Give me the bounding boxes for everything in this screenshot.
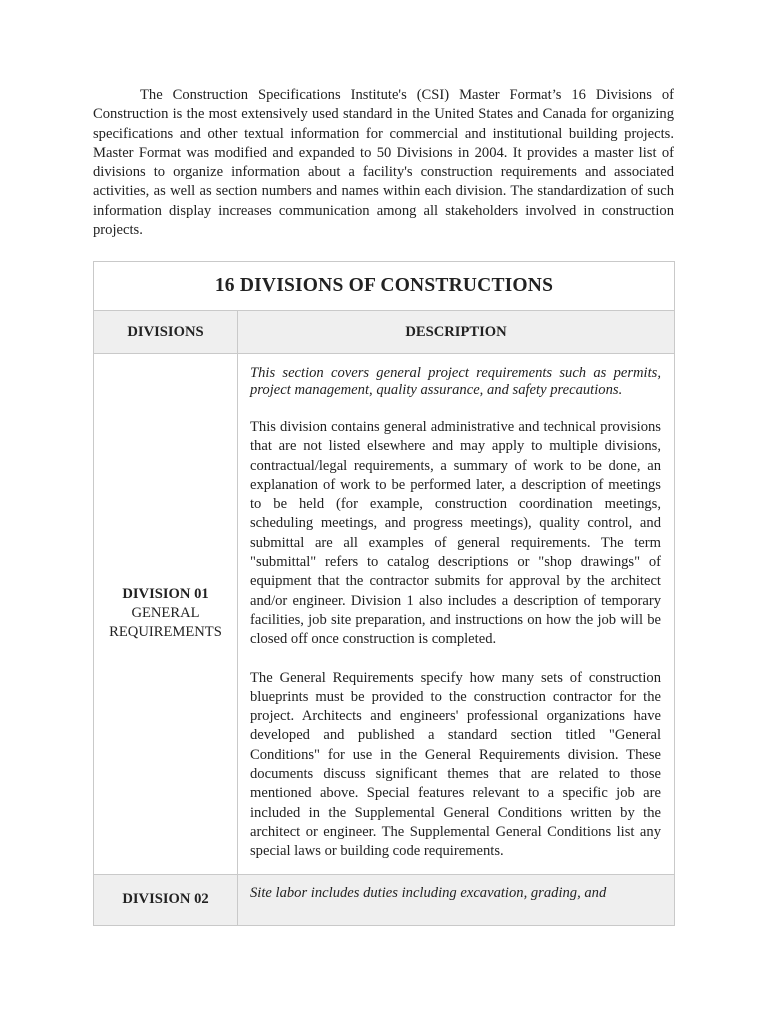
table-row [94,874,675,925]
description-cell [238,354,675,875]
division-cell [94,354,238,875]
table-title: 16 DIVISIONS OF CONSTRUCTIONS [94,262,675,311]
description-cell [238,874,675,925]
divisions-table [93,261,675,926]
division-summary: Site labor includes duties including excavation, grading, and [250,884,607,901]
table-header-row [94,311,675,354]
intro-paragraph: The Construction Specifications Institute's (CSI) Master Format’s 16 Divisions of Construction is the most extensively used standard in the United States and Canada for organizing specifications and other textual information for commercial and institutional building projects. Master Format was modified and expanded to 50 Divisions in 2004. It provides a master list of divisions to organize information about a facility's construction requirements and associated activities, as well as section numbers and names within each division. The standardization of such information display increases communication among all stakeholders involved in construction projects. [93,87,674,239]
table-row [94,354,675,875]
division-summary: This section covers general project requirements such as permits, project management, quality assurance, and safety precautions. [250,365,661,398]
header-divisions: DIVISIONS [94,311,238,354]
division-name-line1: GENERAL [131,605,200,622]
division-number: DIVISION 02 [122,891,209,908]
description-paragraph-2: The General Requirements specify how many sets of construction blueprints must be provided to the construction contractor for the project. Architects and engineers' professional organizations have developed and published a standard section titled "General Conditions" for use in the General Requirements division. These documents discuss significant themes that are related to those mentioned above. Special features relevant to a specific job are included in the Supplemental General Conditions written by the architect or engineer. The Supplemental General Conditions list any special laws or building code requirements. [250,669,661,860]
division-cell [94,874,238,925]
description-paragraph-1: This division contains general administrative and technical provisions that are not listed elsewhere and may apply to multiple divisions, contractual/legal requirements, a summary of work to be done, an explanation of work to be performed later, a description of meetings to be held (for example, construction coordination meetings, scheduling meetings, and progress meetings), quality control, and submittal are all examples of general requirements. The term "submittal" refers to catalog descriptions or "shop drawings" of equipment that the contractor submits for approval by the architect and/or engineer. Division 1 also includes a description of temporary facilities, job site preparation, and instructions on how the job will be closed off once construction is completed. [250,419,661,648]
table-title-row [94,262,675,311]
header-description: DESCRIPTION [238,311,675,354]
division-name-line2: REQUIREMENTS [109,624,222,641]
division-number: DIVISION 01 [122,586,209,603]
